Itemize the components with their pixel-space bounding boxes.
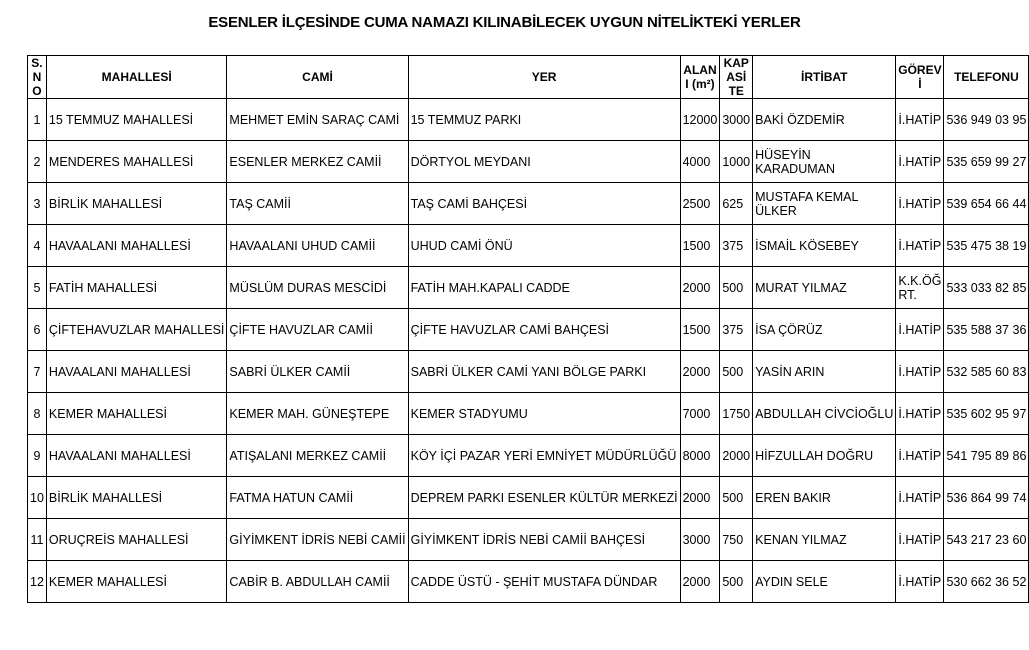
cell-kapasite: 750 <box>720 519 753 561</box>
cell-alan: 12000 <box>680 99 720 141</box>
cell-telefonu: 530 662 36 52 <box>944 561 1029 603</box>
cell-telefonu: 539 654 66 44 <box>944 183 1029 225</box>
cell-gorevi: İ.HATİP <box>896 183 944 225</box>
cell-irtibat: KENAN YILMAZ <box>753 519 896 561</box>
cell-irtibat: HİFZULLAH DOĞRU <box>753 435 896 477</box>
cell-telefonu: 535 475 38 19 <box>944 225 1029 267</box>
cell-yer: 15 TEMMUZ PARKI <box>408 99 680 141</box>
cell-irtibat: AYDIN SELE <box>753 561 896 603</box>
cell-yer: ÇİFTE HAVUZLAR CAMİ BAHÇESİ <box>408 309 680 351</box>
cell-irtibat: İSMAİL KÖSEBEY <box>753 225 896 267</box>
cell-irtibat: EREN BAKIR <box>753 477 896 519</box>
cell-irtibat: HÜSEYİN KARADUMAN <box>753 141 896 183</box>
cell-cami: FATMA HATUN CAMİİ <box>227 477 408 519</box>
cell-sno: 12 <box>28 561 47 603</box>
header-kapasite: KAPASİ TE <box>720 56 753 99</box>
header-cami: CAMİ <box>227 56 408 99</box>
cell-alan: 1500 <box>680 225 720 267</box>
cell-yer: UHUD CAMİ ÖNÜ <box>408 225 680 267</box>
cell-mahallesi: KEMER MAHALLESİ <box>46 393 227 435</box>
header-yer: YER <box>408 56 680 99</box>
header-irtibat: İRTİBAT <box>753 56 896 99</box>
header-alan: ALAN I (m²) <box>680 56 720 99</box>
cell-yer: TAŞ CAMİ BAHÇESİ <box>408 183 680 225</box>
cell-telefonu: 535 588 37 36 <box>944 309 1029 351</box>
cell-sno: 11 <box>28 519 47 561</box>
cell-kapasite: 625 <box>720 183 753 225</box>
cell-kapasite: 375 <box>720 225 753 267</box>
cell-irtibat: İSA ÇÖRÜZ <box>753 309 896 351</box>
cell-gorevi: İ.HATİP <box>896 435 944 477</box>
cell-sno: 3 <box>28 183 47 225</box>
table-row <box>28 141 1029 183</box>
cell-gorevi: İ.HATİP <box>896 519 944 561</box>
cell-gorevi: İ.HATİP <box>896 309 944 351</box>
cell-irtibat: ABDULLAH CİVCİOĞLU <box>753 393 896 435</box>
cell-telefonu: 543 217 23 60 <box>944 519 1029 561</box>
cell-sno: 1 <box>28 99 47 141</box>
cell-kapasite: 2000 <box>720 435 753 477</box>
cell-gorevi: İ.HATİP <box>896 393 944 435</box>
page-title: ESENLER İLÇESİNDE CUMA NAMAZI KILINABİLECEK UYGUN NİTELİKTEKİ YERLER <box>208 14 801 31</box>
cell-alan: 2000 <box>680 477 720 519</box>
header-telefonu: TELEFONU <box>944 56 1029 99</box>
cell-telefonu: 536 949 03 95 <box>944 99 1029 141</box>
cell-yer: SABRİ ÜLKER CAMİ YANI BÖLGE PARKI <box>408 351 680 393</box>
header-gorevi: GÖREVİ <box>896 56 944 99</box>
cell-sno: 6 <box>28 309 47 351</box>
cell-mahallesi: ORUÇREİS MAHALLESİ <box>46 519 227 561</box>
cell-mahallesi: BİRLİK MAHALLESİ <box>46 477 227 519</box>
cell-mahallesi: BİRLİK MAHALLESİ <box>46 183 227 225</box>
cell-sno: 5 <box>28 267 47 309</box>
table-row <box>28 225 1029 267</box>
table-row <box>28 351 1029 393</box>
cell-mahallesi: FATİH MAHALLESİ <box>46 267 227 309</box>
cell-cami: ATIŞALANI MERKEZ CAMİİ <box>227 435 408 477</box>
table-row <box>28 267 1029 309</box>
table-row <box>28 435 1029 477</box>
cell-gorevi: İ.HATİP <box>896 561 944 603</box>
cell-kapasite: 500 <box>720 351 753 393</box>
cell-mahallesi: MENDERES MAHALLESİ <box>46 141 227 183</box>
cell-gorevi: İ.HATİP <box>896 141 944 183</box>
friday-prayer-locations-table <box>27 55 1029 603</box>
cell-cami: HAVAALANI UHUD CAMİİ <box>227 225 408 267</box>
cell-irtibat: MURAT YILMAZ <box>753 267 896 309</box>
cell-yer: DEPREM PARKI ESENLER KÜLTÜR MERKEZİ <box>408 477 680 519</box>
table-header-row <box>28 56 1029 99</box>
cell-telefonu: 532 585 60 83 <box>944 351 1029 393</box>
cell-irtibat: MUSTAFA KEMAL ÜLKER <box>753 183 896 225</box>
cell-mahallesi: HAVAALANI MAHALLESİ <box>46 225 227 267</box>
cell-mahallesi: KEMER MAHALLESİ <box>46 561 227 603</box>
header-mahallesi: MAHALLESİ <box>46 56 227 99</box>
cell-cami: ESENLER MERKEZ CAMİİ <box>227 141 408 183</box>
cell-mahallesi: 15 TEMMUZ MAHALLESİ <box>46 99 227 141</box>
cell-yer: FATİH MAH.KAPALI CADDE <box>408 267 680 309</box>
cell-mahallesi: HAVAALANI MAHALLESİ <box>46 435 227 477</box>
cell-alan: 7000 <box>680 393 720 435</box>
cell-telefonu: 535 659 99 27 <box>944 141 1029 183</box>
cell-yer: GİYİMKENT İDRİS NEBİ CAMİİ BAHÇESİ <box>408 519 680 561</box>
cell-telefonu: 536 864 99 74 <box>944 477 1029 519</box>
cell-yer: CADDE ÜSTÜ - ŞEHİT MUSTAFA DÜNDAR <box>408 561 680 603</box>
cell-sno: 9 <box>28 435 47 477</box>
cell-cami: TAŞ CAMİİ <box>227 183 408 225</box>
cell-kapasite: 1750 <box>720 393 753 435</box>
cell-sno: 10 <box>28 477 47 519</box>
cell-sno: 2 <box>28 141 47 183</box>
cell-alan: 2500 <box>680 183 720 225</box>
cell-alan: 3000 <box>680 519 720 561</box>
cell-telefonu: 533 033 82 85 <box>944 267 1029 309</box>
cell-cami: KEMER MAH. GÜNEŞTEPE <box>227 393 408 435</box>
cell-alan: 4000 <box>680 141 720 183</box>
cell-cami: MEHMET EMİN SARAÇ CAMİ <box>227 99 408 141</box>
cell-kapasite: 3000 <box>720 99 753 141</box>
table-row <box>28 183 1029 225</box>
cell-irtibat: YASİN ARIN <box>753 351 896 393</box>
table-row <box>28 561 1029 603</box>
cell-alan: 8000 <box>680 435 720 477</box>
cell-kapasite: 500 <box>720 477 753 519</box>
cell-gorevi: İ.HATİP <box>896 351 944 393</box>
cell-gorevi: İ.HATİP <box>896 99 944 141</box>
table-row <box>28 477 1029 519</box>
cell-mahallesi: ÇİFTEHAVUZLAR MAHALLESİ <box>46 309 227 351</box>
cell-alan: 2000 <box>680 351 720 393</box>
cell-gorevi: K.K.ÖĞ RT. <box>896 267 944 309</box>
cell-cami: SABRİ ÜLKER CAMİİ <box>227 351 408 393</box>
cell-kapasite: 1000 <box>720 141 753 183</box>
cell-cami: ÇİFTE HAVUZLAR CAMİİ <box>227 309 408 351</box>
cell-telefonu: 541 795 89 86 <box>944 435 1029 477</box>
cell-mahallesi: HAVAALANI MAHALLESİ <box>46 351 227 393</box>
cell-sno: 8 <box>28 393 47 435</box>
cell-yer: DÖRTYOL MEYDANI <box>408 141 680 183</box>
cell-alan: 2000 <box>680 267 720 309</box>
cell-cami: CABİR B. ABDULLAH CAMİİ <box>227 561 408 603</box>
cell-cami: MÜSLÜM DURAS MESCİDİ <box>227 267 408 309</box>
cell-yer: KEMER STADYUMU <box>408 393 680 435</box>
cell-sno: 7 <box>28 351 47 393</box>
cell-alan: 1500 <box>680 309 720 351</box>
cell-kapasite: 500 <box>720 561 753 603</box>
cell-kapasite: 375 <box>720 309 753 351</box>
cell-irtibat: BAKİ ÖZDEMİR <box>753 99 896 141</box>
cell-alan: 2000 <box>680 561 720 603</box>
table-row <box>28 393 1029 435</box>
table-row <box>28 99 1029 141</box>
cell-telefonu: 535 602 95 97 <box>944 393 1029 435</box>
cell-cami: GİYİMKENT İDRİS NEBİ CAMİİ <box>227 519 408 561</box>
cell-yer: KÖY İÇİ PAZAR YERİ EMNİYET MÜDÜRLÜĞÜ <box>408 435 680 477</box>
cell-sno: 4 <box>28 225 47 267</box>
cell-kapasite: 500 <box>720 267 753 309</box>
table-row <box>28 519 1029 561</box>
cell-gorevi: İ.HATİP <box>896 477 944 519</box>
cell-gorevi: İ.HATİP <box>896 225 944 267</box>
table-row <box>28 309 1029 351</box>
header-sno: S.N O <box>28 56 47 99</box>
